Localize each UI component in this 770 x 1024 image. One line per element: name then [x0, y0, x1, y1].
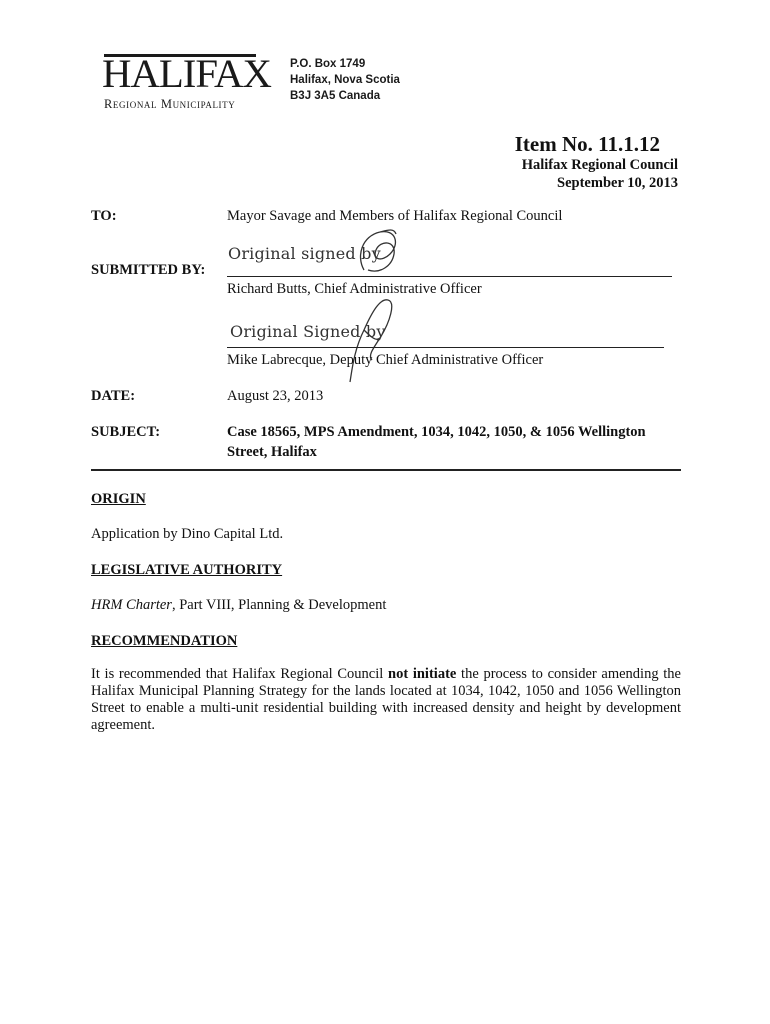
council-block: [522, 156, 678, 192]
recommendation-text: [91, 666, 681, 734]
meeting-date: September 10, 2013: [557, 175, 678, 191]
recommendation-heading: RECOMMENDATION: [91, 633, 238, 649]
signature-2-text: Original Signed by: [230, 322, 386, 341]
signer-2: Mike Labrecque, Deputy Chief Administrative Officer: [227, 352, 544, 368]
charter-name: HRM Charter: [91, 597, 172, 613]
address-line: P.O. Box 1749: [290, 58, 366, 70]
subject-value: Case 18565, MPS Amendment, 1034, 1042, 1050, & 1056 Wellington Street, Halifax: [227, 424, 646, 460]
item-number: Item No. 11.1.12: [514, 132, 660, 156]
halifax-logo: HALIFAX: [102, 51, 271, 96]
submitted-by-label: SUBMITTED BY:: [91, 262, 206, 278]
signature-1-text: Original signed by: [228, 244, 381, 263]
recommendation-before: It is recommended that Halifax Regional Council: [91, 666, 388, 682]
authority-rest: , Part VIII, Planning & Development: [171, 597, 387, 613]
letterhead-address: [290, 56, 400, 104]
signature-1-line: [227, 276, 672, 277]
date-label: DATE:: [91, 388, 136, 404]
signature-1-mark: [350, 226, 410, 281]
signer-1: Richard Butts, Chief Administrative Officer: [227, 281, 482, 297]
address-line: Halifax, Nova Scotia: [290, 74, 400, 86]
authority-text: [91, 597, 386, 614]
authority-heading: LEGISLATIVE AUTHORITY: [91, 562, 283, 578]
signature-2-mark: [340, 290, 400, 390]
logo-subtitle: Regional Municipality: [104, 97, 236, 111]
date-value: August 23, 2013: [227, 388, 324, 404]
council-name: Halifax Regional Council: [521, 157, 678, 173]
signature-2-line: [227, 347, 664, 348]
to-label: TO:: [91, 208, 117, 224]
subject-label: SUBJECT:: [91, 424, 161, 440]
address-line: B3J 3A5 Canada: [290, 90, 381, 102]
header-divider: [91, 469, 681, 471]
to-value: Mayor Savage and Members of Halifax Regional Council: [227, 208, 563, 224]
origin-text: Application by Dino Capital Ltd.: [91, 526, 284, 542]
recommendation-after: the process to consider amending the Halifax Municipal Planning Strategy for the lands located at 1034, 1042, 1050 and 1056 Wellington Street to enable a multi-unit residential building with increased density and height by development agreement.: [91, 666, 681, 733]
origin-heading: ORIGIN: [91, 491, 146, 507]
recommendation-emphasis: not initiate: [388, 666, 457, 682]
